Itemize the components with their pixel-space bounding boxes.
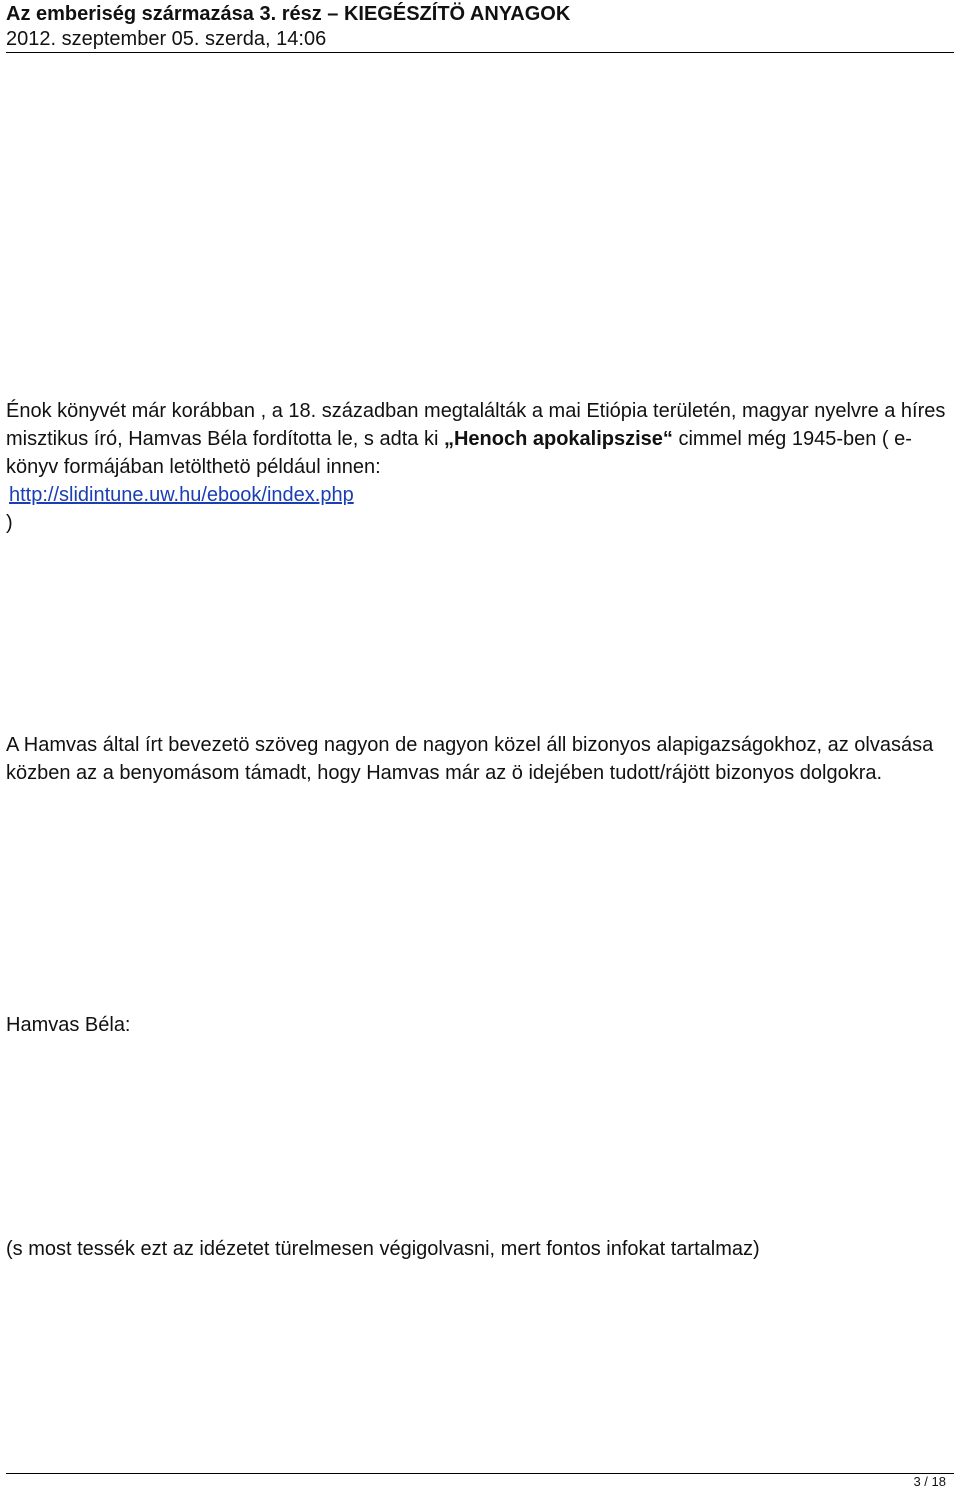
paragraph-henoch-text-before: Énok könyvét már korábban , a 18. században megtalálták a mai Etiópia területén, magyar nyelvre a híres misztikus író, Hamvas Béla fordította le, s adta ki xyxy=(6,400,946,450)
paragraph-henoch xyxy=(6,397,954,537)
footer-divider xyxy=(6,1473,954,1474)
article-title: Az emberiség származása 3. rész – KIEGÉSZÍTÖ ANYAGOK xyxy=(6,3,571,25)
ebook-link[interactable]: http://slidintune.uw.hu/ebook/index.php xyxy=(9,484,354,506)
book-title-henoch: „Henoch apokalipszise“ xyxy=(443,428,673,450)
paragraph-henoch-text-after: cimmel még 1945-ben ( e-könyv formájában letölthetö például innen: xyxy=(6,428,912,478)
paragraph-quote-note: (s most tessék ezt az idézetet türelmesen végigolvasni, mert fontos infokat tartalmaz) xyxy=(6,1238,760,1260)
article-date: 2012. szeptember 05. szerda, 14:06 xyxy=(6,28,327,50)
header-divider xyxy=(6,52,954,53)
paragraph-henoch-closing: ) xyxy=(6,512,13,534)
document-header xyxy=(6,2,954,52)
quote-author-label: Hamvas Béla: xyxy=(6,1014,131,1036)
page-number: 3 / 18 xyxy=(913,1474,946,1489)
paragraph-hamvas-intro: A Hamvas által írt bevezetö szöveg nagyon de nagyon közel áll bizonyos alapigazságokhoz, az olvasása közben az a benyomásom támadt, hogy Hamvas már az ö idejében tudott/rájött bizonyos dolgokra. xyxy=(6,734,934,784)
